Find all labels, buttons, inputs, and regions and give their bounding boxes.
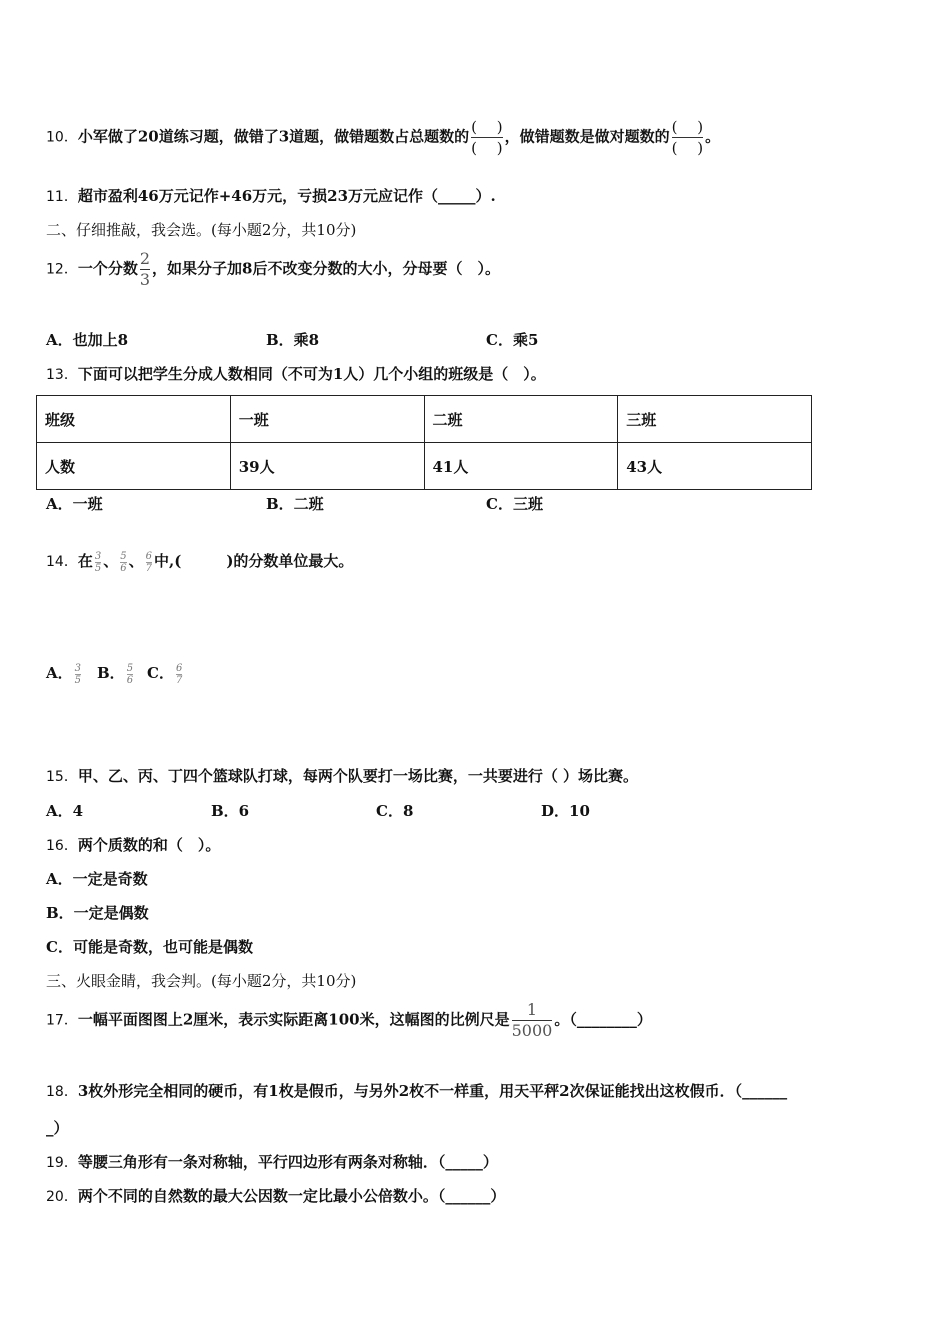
question-17 — [46, 1000, 652, 1041]
option-b[interactable]: B． $\frac{5}{6}$ — [97, 662, 134, 686]
question-text: 小军做了20道练习题，做错了3道题，做错题数占总题数的 — [77, 127, 470, 146]
question-text: 在 — [77, 552, 93, 570]
option-a[interactable]: A．一定是奇数 — [46, 870, 148, 888]
option-c[interactable]: C． $\frac{6}{7}$ — [147, 662, 183, 686]
question-18 — [46, 1081, 787, 1102]
question-text: 中,( )的分数单位最大。 — [154, 552, 354, 570]
option-b[interactable]: B．一定是偶数 — [46, 904, 149, 922]
fraction-six-sevenths: $\frac{6}{7}$ — [175, 662, 183, 686]
question-text: 下面可以把学生分成人数相同（不可为1人）几个小组的班级是（ ）。 — [77, 365, 546, 383]
question-number: 11． — [46, 189, 78, 205]
separator: 、 — [103, 552, 119, 570]
question-number: 18． — [46, 1084, 78, 1100]
question-text: ，如果分子加8后不改变分数的大小，分母要（ ）。 — [152, 259, 500, 278]
question-number: 17． — [46, 1012, 78, 1029]
table-cell: 41人 — [424, 443, 618, 490]
table-cell: 班级 — [37, 396, 231, 443]
question-text: ，做错题数是做对题数的 — [504, 127, 670, 146]
question-text: 超市盈利46万元记作+46万元，亏损23万元应记作（_____）. — [77, 187, 496, 205]
blank-fraction: $\frac{( )}{( )}$ — [471, 118, 503, 157]
fraction-six-sevenths: $\frac{6}{7}$ — [145, 550, 152, 574]
table-row — [37, 443, 812, 490]
table-cell: 一班 — [230, 396, 424, 443]
option-a[interactable]: A．也加上8 — [46, 331, 129, 349]
question-text: 。 — [705, 127, 721, 146]
table-cell: 39人 — [230, 443, 424, 490]
question-20 — [46, 1186, 505, 1207]
fraction-three-fifths: $\frac{3}{5}$ — [74, 662, 82, 686]
question-text: 3枚外形完全相同的硬币，有1枚是假币，与另外2枚不一样重，用天平秤2次保证能找出这枚假币．（______ — [77, 1082, 788, 1100]
option-a[interactable]: A．4 — [46, 802, 84, 820]
question-19 — [46, 1152, 498, 1173]
question-number: 13． — [46, 367, 78, 383]
class-size-table — [36, 395, 812, 490]
fraction-five-sixths: $\frac{5}{6}$ — [126, 662, 134, 686]
option-a[interactable]: A． $\frac{3}{5}$ — [46, 662, 82, 686]
table-row — [37, 396, 812, 443]
question-11 — [46, 186, 496, 207]
question-number: 12． — [46, 261, 78, 278]
option-c[interactable]: C．三班 — [486, 495, 543, 513]
question-number: 20． — [46, 1189, 78, 1205]
question-18-continued: _） — [46, 1119, 69, 1137]
section-heading-2: 二、仔细推敲，我会选。(每小题2分，共10分) — [46, 221, 357, 239]
question-number: 14． — [46, 554, 78, 570]
option-a[interactable]: A．一班 — [46, 495, 103, 513]
option-b[interactable]: B．乘8 — [266, 331, 320, 349]
question-15 — [46, 766, 638, 787]
fraction-three-fifths: $\frac{3}{5}$ — [94, 550, 102, 574]
question-13 — [46, 364, 546, 385]
option-c[interactable]: C．乘5 — [486, 331, 539, 349]
option-b[interactable]: B．6 — [211, 802, 250, 820]
question-text: 两个不同的自然数的最大公因数一定比最小公倍数小。（______） — [77, 1187, 506, 1205]
question-text: 甲、乙、丙、丁四个篮球队打球，每两个队要打一场比赛，一共要进行（ ）场比赛。 — [77, 767, 639, 785]
question-text: 两个质数的和（ ）。 — [77, 836, 221, 854]
question-16 — [46, 835, 220, 856]
table-cell: 二班 — [424, 396, 618, 443]
question-text: 一幅平面图图上2厘米，表示实际距离100米，这幅图的比例尺是 — [77, 1010, 510, 1029]
separator: 、 — [128, 552, 144, 570]
fraction-two-thirds: $\frac{2}{3}$ — [139, 249, 151, 289]
table-cell: 人数 — [37, 443, 231, 490]
section-heading-3: 三、火眼金睛，我会判。(每小题2分，共10分) — [46, 972, 357, 990]
question-number: 15． — [46, 769, 78, 785]
question-number: 10． — [46, 129, 78, 146]
table-cell: 三班 — [618, 396, 812, 443]
option-d[interactable]: D．10 — [541, 802, 590, 820]
option-c[interactable]: C．可能是奇数，也可能是偶数 — [46, 938, 253, 956]
table-cell: 43人 — [618, 443, 812, 490]
blank-fraction: $\frac{( )}{( )}$ — [671, 118, 704, 157]
question-text: 。（________） — [554, 1010, 652, 1029]
fraction-scale: $\frac{1}{5000}$ — [511, 1000, 553, 1040]
question-10 — [46, 117, 720, 158]
question-number: 19． — [46, 1155, 78, 1171]
fraction-five-sixths: $\frac{5}{6}$ — [120, 550, 127, 574]
question-12 — [46, 249, 500, 290]
option-b[interactable]: B．二班 — [266, 495, 324, 513]
option-c[interactable]: C．8 — [376, 802, 414, 820]
question-14 — [46, 548, 353, 575]
question-text: 等腰三角形有一条对称轴，平行四边形有两条对称轴．（_____） — [77, 1153, 498, 1171]
question-text: 一个分数 — [77, 259, 138, 278]
question-number: 16． — [46, 838, 78, 854]
